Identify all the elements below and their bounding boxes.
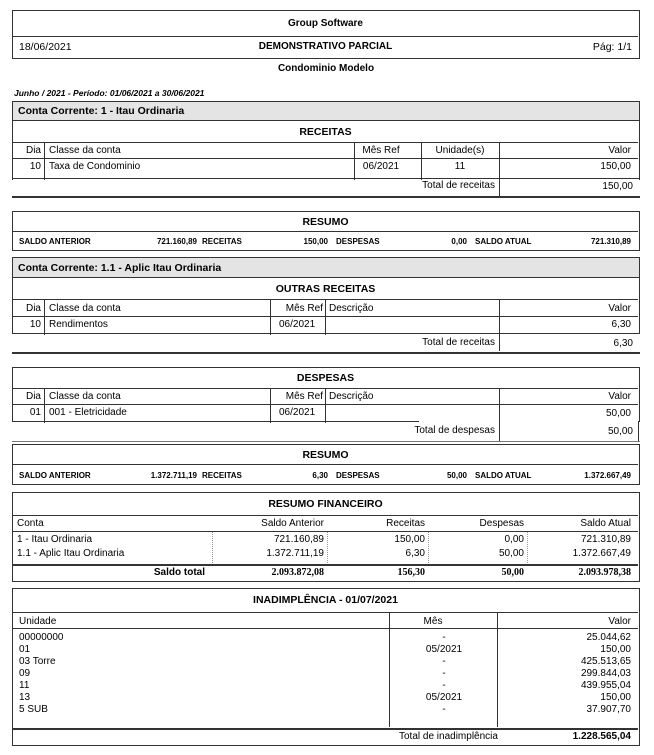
row-dia: 01: [29, 407, 41, 418]
total-despesas-label: Total de despesas: [414, 425, 495, 436]
table-row: [13, 632, 638, 644]
col-sep: [421, 142, 422, 180]
col-sep: [428, 532, 429, 563]
report-header: [12, 10, 640, 59]
row-mes: -: [442, 668, 446, 679]
col-sep: [270, 388, 271, 423]
divider: [13, 628, 638, 629]
total-despesas-value: 50,00: [607, 426, 633, 437]
row-mes-ref: 06/2021: [279, 407, 316, 418]
row-mes: -: [442, 656, 446, 667]
row-unidades: 11: [454, 161, 466, 172]
row-classe: Rendimentos: [49, 319, 108, 330]
row-valor: 6,30: [611, 319, 631, 330]
col-sep: [638, 421, 639, 441]
row-mes: -: [442, 680, 446, 691]
divider: [13, 515, 638, 516]
row-mes: -: [442, 704, 446, 715]
col-despesas: Despesas: [479, 518, 524, 529]
divider: [13, 231, 638, 232]
col-sep: [527, 532, 528, 563]
row-unidade: 13: [19, 692, 31, 703]
divider: [13, 564, 638, 566]
row-mes: 05/2021: [425, 644, 463, 655]
section-title: RESUMO: [302, 449, 349, 461]
col-mes-ref: Mês Ref: [285, 391, 323, 402]
despesas-label: DESPESAS: [336, 237, 380, 246]
divider: [13, 531, 638, 532]
row-despesas: 0,00: [504, 534, 524, 545]
row-dia: 10: [29, 161, 41, 172]
total-outras-receitas-value: 6,30: [613, 338, 633, 349]
col-conta: Conta: [17, 518, 44, 529]
row-valor: 439.955,04: [580, 680, 631, 691]
row-valor: 150,00: [600, 644, 631, 655]
row-mes: -: [442, 632, 446, 643]
col-unidade: Unidade: [19, 616, 57, 627]
col-sep: [44, 299, 45, 335]
row-mes-ref: 06/2021: [362, 161, 400, 172]
col-dia: Dia: [25, 391, 41, 402]
divider: [12, 196, 640, 198]
divider: [12, 441, 640, 442]
col-valor: Valor: [608, 145, 631, 156]
receitas-table: [12, 120, 640, 180]
col-sep: [327, 532, 328, 563]
company-name: Group Software: [287, 18, 363, 29]
row-receitas: 150,00: [394, 534, 425, 545]
table-row: [13, 680, 638, 692]
col-descricao: Descrição: [329, 303, 374, 314]
col-descricao: Descrição: [329, 391, 374, 402]
row-unidade: 5 SUB: [19, 704, 48, 715]
divider: [13, 158, 638, 159]
despesas-table: [12, 367, 640, 422]
col-classe: Classe da conta: [49, 303, 121, 314]
col-mes: Mês: [423, 616, 443, 627]
row-unidade: 09: [19, 668, 31, 679]
despesas-label: DESPESAS: [336, 471, 380, 480]
row-unidade: 11: [19, 680, 30, 691]
section-title: RESUMO: [302, 216, 349, 228]
col-sep: [499, 142, 500, 180]
report-date: 18/06/2021: [19, 41, 72, 53]
row-valor: 25.044,62: [586, 632, 631, 643]
row-receitas: 6,30: [405, 548, 425, 559]
row-classe: Taxa de Condominio: [49, 161, 141, 172]
col-mes-ref: Mês Ref: [362, 145, 400, 156]
col-valor: Valor: [608, 616, 631, 627]
receitas-value: 150,00: [303, 237, 328, 246]
row-saldo-anterior: 1.372.711,19: [266, 548, 324, 559]
resumo-financeiro-table: [12, 492, 640, 582]
section-title: RECEITAS: [299, 126, 352, 138]
saldo-total-label: Saldo total: [153, 567, 205, 578]
row-mes-ref: 06/2021: [279, 319, 316, 330]
col-sep: [499, 388, 500, 423]
saldo-anterior-value: 721.160,89: [156, 237, 197, 246]
col-classe: Classe da conta: [49, 145, 121, 156]
divider: [13, 142, 638, 143]
total-receitas-value: 150,00: [602, 181, 633, 192]
account-title: Conta Corrente: 1.1 - Aplic Itau Ordinaria: [18, 262, 222, 274]
col-mes-ref: Mês Ref: [285, 303, 323, 314]
receitas-label: RECEITAS: [202, 471, 242, 480]
col-unidades: Unidade(s): [435, 145, 485, 156]
resumo-box-1: [12, 211, 640, 251]
col-sep: [325, 299, 326, 335]
saldo-anterior-label: SALDO ANTERIOR: [19, 237, 91, 246]
col-valor: Valor: [608, 391, 631, 402]
col-sep: [325, 388, 326, 423]
inadimplencia-table: [12, 588, 640, 746]
table-row: [13, 644, 638, 656]
divider: [13, 36, 638, 37]
table-row: [13, 704, 638, 716]
account-title: Conta Corrente: 1 - Itau Ordinaria: [18, 105, 185, 117]
divider: [12, 421, 419, 422]
col-dia: Dia: [25, 303, 41, 314]
row-valor: 50,00: [605, 408, 631, 419]
table-row: [13, 692, 638, 704]
row-mes: 05/2021: [425, 692, 463, 703]
col-classe: Classe da conta: [49, 391, 121, 402]
row-unidade: 03 Torre: [19, 656, 56, 667]
despesas-value: 0,00: [451, 237, 467, 246]
table-row: [13, 668, 638, 680]
account-header-2: [12, 257, 640, 278]
divider: [12, 178, 640, 179]
col-dia: Dia: [25, 145, 41, 156]
outras-receitas-table: [12, 277, 640, 334]
period-label: Junho / 2021 - Período: 01/06/2021 a 30/06/2021: [14, 88, 205, 98]
divider: [13, 464, 638, 465]
row-valor: 425.513,65: [580, 656, 631, 667]
col-sep: [499, 299, 500, 335]
row-valor: 299.844,03: [580, 668, 631, 679]
row-saldo-atual: 1.372.667,49: [572, 548, 631, 559]
resumo-box-2: [12, 444, 640, 485]
total-outras-receitas-label: Total de receitas: [422, 337, 495, 348]
divider: [12, 352, 640, 354]
col-receitas: Receitas: [386, 518, 425, 529]
row-despesas: 50,00: [498, 548, 524, 559]
receitas-value: 6,30: [312, 471, 328, 480]
saldo-atual-value: 721.310,89: [590, 237, 631, 246]
total-inadimplencia-label: Total de inadimplência: [399, 731, 498, 742]
total-despesas: 50,00: [501, 567, 524, 578]
row-saldo-atual: 721.310,89: [580, 534, 631, 545]
report-title: DEMONSTRATIVO PARCIAL: [258, 41, 393, 52]
col-sep: [354, 142, 355, 180]
saldo-atual-label: SALDO ATUAL: [475, 471, 532, 480]
receitas-label: RECEITAS: [202, 237, 242, 246]
col-sep: [270, 299, 271, 335]
despesas-value: 50,00: [446, 471, 467, 480]
row-valor: 37.907,70: [586, 704, 631, 715]
col-saldo-anterior: Saldo Anterior: [261, 518, 324, 529]
col-sep: [212, 532, 213, 563]
table-row: [13, 656, 638, 668]
saldo-atual-value: 1.372.667,49: [584, 471, 631, 480]
row-dia: 10: [29, 319, 41, 330]
total-receitas: 156,30: [397, 567, 425, 578]
row-conta: 1.1 - Aplic Itau Ordinaria: [17, 548, 125, 559]
saldo-anterior-value: 1.372.711,19: [150, 471, 197, 480]
col-saldo-atual: Saldo Atual: [580, 518, 631, 529]
row-conta: 1 - Itau Ordinaria: [17, 534, 93, 545]
total-saldo-atual: 2.093.978,38: [578, 567, 631, 578]
row-unidade: 00000000: [19, 632, 64, 643]
row-valor: 150,00: [600, 692, 631, 703]
condominio-name: Condominio Modelo: [277, 63, 375, 74]
col-valor: Valor: [608, 303, 631, 314]
row-saldo-anterior: 721.160,89: [273, 534, 324, 545]
divider: [12, 333, 640, 334]
saldo-atual-label: SALDO ATUAL: [475, 237, 532, 246]
section-title: INADIMPLÊNCIA - 01/07/2021: [253, 594, 398, 606]
total-inadimplencia-value: 1.228.565,04: [572, 731, 631, 742]
divider: [13, 612, 638, 613]
account-header-1: [12, 101, 640, 121]
section-title: DESPESAS: [296, 372, 355, 384]
total-saldo-anterior: 2.093.872,08: [271, 567, 324, 578]
section-title: OUTRAS RECEITAS: [275, 283, 376, 295]
col-sep: [44, 142, 45, 180]
page-number: Pág: 1/1: [592, 41, 632, 53]
section-title: RESUMO FINANCEIRO: [268, 498, 383, 510]
col-sep: [44, 388, 45, 423]
row-valor: 150,00: [600, 161, 631, 172]
row-unidade: 01: [19, 644, 31, 655]
total-receitas-label: Total de receitas: [422, 180, 495, 191]
row-classe: 001 - Eletricidade: [49, 407, 127, 418]
divider: [13, 728, 638, 730]
saldo-anterior-label: SALDO ANTERIOR: [19, 471, 91, 480]
